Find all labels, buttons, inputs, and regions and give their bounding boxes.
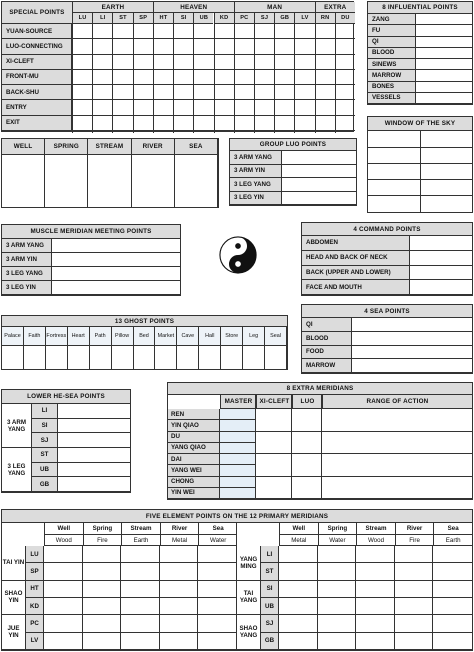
grid-line (410, 250, 472, 251)
command-row-label: ABDOMEN (302, 236, 410, 251)
ghost-point-label: Store (221, 327, 243, 346)
influential-row-label: QI (368, 37, 416, 48)
meridian-header: DU (335, 13, 355, 24)
meridian-label: SI (261, 581, 279, 598)
ghost-point-label: Heart (68, 327, 90, 346)
extra-row-label: YANG QIAO (168, 443, 220, 454)
ghost-point-label: Palace (2, 327, 24, 346)
grid-line (410, 265, 472, 266)
meridian-label: KD (26, 598, 44, 615)
meridian-group: TAI YIN (2, 546, 26, 581)
grid-line (352, 358, 472, 359)
lower-he-sea-table (1, 389, 131, 493)
grid-line (214, 24, 215, 133)
extra-row-label: YIN WEI (168, 488, 220, 499)
grid-line (315, 24, 316, 133)
meridian-group: TAI YANG (237, 581, 261, 616)
grid-line (58, 491, 130, 492)
element-header: Spring (83, 523, 122, 535)
grid-line (416, 92, 472, 93)
extra-row-label: YIN QIAO (168, 420, 220, 431)
ghost-point-label: Leg (243, 327, 265, 346)
extra-row-label: DAI (168, 454, 220, 465)
grid-line (52, 252, 180, 253)
grid-line (352, 372, 472, 373)
window-title: WINDOW OF THE SKY (368, 117, 472, 131)
row-label: ENTRY (2, 100, 72, 115)
command-row-label: HEAD AND BACK OF NECK (302, 251, 410, 266)
grid-line (294, 24, 295, 133)
grid-line (220, 431, 472, 432)
master-cell (220, 477, 256, 488)
influential-points-table (367, 1, 473, 105)
meridian-label: UB (261, 598, 279, 615)
grid-line (58, 418, 130, 419)
influential-row-label: VESSELS (368, 93, 416, 104)
group-header: MAN (234, 2, 315, 13)
element-name: Fire (83, 535, 122, 546)
ghost-points-table (1, 315, 288, 370)
extra-header: LUO (292, 395, 322, 409)
grid-line (291, 395, 292, 499)
muscle-row-label: 3 LEG YIN (2, 281, 52, 295)
element-name: Water (318, 535, 357, 546)
influential-row-label: FU (368, 25, 416, 36)
grid-line (52, 266, 180, 267)
group_luo-row-label: 3 LEG YANG (230, 178, 282, 192)
grid-line (220, 498, 472, 499)
grid-line (282, 177, 356, 178)
meridian-label: HT (26, 581, 44, 598)
grid-line (176, 346, 177, 369)
ghost-point-label: Seal (265, 327, 287, 346)
master-cell (220, 409, 256, 420)
grid-line (416, 58, 472, 59)
grid-line (174, 155, 175, 207)
meridian-header: SP (133, 13, 153, 24)
meridian-header: LU (72, 13, 92, 24)
influential-row-label: BONES (368, 82, 416, 93)
grid-line (410, 279, 472, 280)
grid-line (279, 597, 472, 598)
grid-line (193, 24, 194, 133)
grid-line (44, 649, 237, 650)
influential-row-label: SINEWS (368, 59, 416, 70)
meridian-label: LU (26, 546, 44, 563)
grid-line (254, 24, 255, 133)
meridian-label: SP (26, 563, 44, 580)
grid-line (416, 47, 472, 48)
element-header: Sea (433, 523, 472, 535)
ghost-point-label: Hall (199, 327, 221, 346)
command-title: 4 COMMAND POINTS (302, 223, 472, 236)
extra-row-label: CHONG (168, 477, 220, 488)
element-name: Wood (356, 535, 395, 546)
meridian-header: KD (214, 13, 234, 24)
sea_points-title: 4 SEA POINTS (302, 305, 472, 318)
grid-line (44, 632, 237, 633)
extra-row-label: REN (168, 409, 220, 420)
grid-line (279, 632, 472, 633)
influential-row-label: MARROW (368, 70, 416, 81)
element-header: River (395, 523, 434, 535)
group-header: EXTRA (315, 2, 355, 13)
meridian-header: SI (173, 13, 193, 24)
element-name: Earth (433, 535, 472, 546)
muscle-row-label: 3 LEG YANG (2, 267, 52, 281)
grid-line (416, 81, 472, 82)
ghost-point-label: Pillow (112, 327, 134, 346)
element-header: Sea (198, 523, 237, 535)
element-name: Wood (44, 535, 83, 546)
ghost-point-label: Faith (24, 327, 46, 346)
master-cell (220, 454, 256, 465)
grid-line (45, 346, 46, 369)
lower-he-row: LI (32, 404, 58, 419)
meridian-group: SHAO YIN (2, 581, 26, 616)
meridian-group: JUE YIN (2, 615, 26, 650)
extra-header: RANGE OF ACTION (322, 395, 472, 409)
ghost-point-label: Fortress (46, 327, 68, 346)
group_luo-title: GROUP LUO POINTS (230, 139, 356, 151)
element-header: Spring (318, 523, 357, 535)
grid-line (44, 580, 237, 581)
grid-line (133, 24, 134, 133)
sea_points-row-label: MARROW (302, 359, 352, 373)
lower-he-group: 3 ARM YANG (2, 404, 32, 448)
grid-line (111, 346, 112, 369)
sea-points-table (301, 304, 473, 374)
influential-row-label: ZANG (368, 14, 416, 25)
grid-line (131, 155, 132, 207)
grid-line (410, 294, 472, 295)
well-sea-header: WELL (2, 139, 45, 155)
extra-header: MASTER (220, 395, 256, 409)
meridian-header: UB (193, 13, 213, 24)
grid-line (279, 649, 472, 650)
grid-line (58, 462, 130, 463)
meridian-group: SHAO YANG (237, 615, 261, 650)
ghost-point-label: Path (90, 327, 112, 346)
grid-line (153, 24, 154, 133)
element-name: Fire (395, 535, 434, 546)
extra-meridians-table (167, 382, 473, 500)
grid-line (58, 432, 130, 433)
group_luo-row-label: 3 LEG YIN (230, 192, 282, 206)
meridian-label: LI (261, 546, 279, 563)
group-luo-table (229, 138, 357, 206)
meridian-label: ST (261, 563, 279, 580)
grid-line (89, 346, 90, 369)
lower-he-row: SI (32, 419, 58, 434)
meridian-header: HT (153, 13, 173, 24)
lower-he-row: ST (32, 448, 58, 463)
master-cell (220, 432, 256, 443)
grid-line (44, 614, 237, 615)
special-points-table (1, 1, 354, 132)
extra-row-label: YANG WEI (168, 465, 220, 476)
extra-header: XI-CLEFT (256, 395, 292, 409)
row-label: YUAN-SOURCE (2, 24, 72, 39)
grid-line (234, 24, 235, 133)
element-name: Metal (160, 535, 199, 546)
lower-he-title: LOWER HE-SEA POINTS (2, 390, 130, 404)
command-points-table (301, 222, 473, 296)
meridian-label: SJ (261, 615, 279, 632)
grid-line (321, 395, 322, 499)
row-label: EXIT (2, 116, 72, 131)
grid-line (67, 346, 68, 369)
grid-line (44, 562, 237, 563)
meridian-header: SJ (254, 13, 274, 24)
muscle-title: MUSCLE MERIDIAN MEETING POINTS (2, 225, 180, 239)
grid-line (255, 395, 256, 499)
grid-line (420, 131, 421, 212)
lower-he-row: GB (32, 477, 58, 492)
window-of-sky-table (367, 116, 473, 213)
grid-line (198, 346, 199, 369)
grid-line (352, 331, 472, 332)
meridian-header: LI (92, 13, 112, 24)
meridian-header: GB (274, 13, 294, 24)
ghost-point-label: Cave (177, 327, 199, 346)
meridian-header: PC (234, 13, 254, 24)
ghost-point-label: Bed (134, 327, 156, 346)
group_luo-row-label: 3 ARM YANG (230, 151, 282, 165)
grid-line (44, 597, 237, 598)
meridian-label: GB (261, 633, 279, 650)
grid-line (58, 476, 130, 477)
element-header: Well (44, 523, 83, 535)
yin-yang-icon (219, 236, 257, 274)
grid-line (154, 346, 155, 369)
sea_points-row-label: QI (302, 318, 352, 332)
well-sea-header: SPRING (45, 139, 88, 155)
extra-row-label: DU (168, 432, 220, 443)
grid-line (112, 24, 113, 133)
five-element-title: FIVE ELEMENT POINTS ON THE 12 PRIMARY MERIDIANS (2, 510, 472, 523)
grid-line (282, 191, 356, 192)
element-header: Stream (121, 523, 160, 535)
row-label: XI-CLEFT (2, 55, 72, 70)
grid-line (274, 24, 275, 133)
element-name: Metal (279, 535, 318, 546)
muscle-row-label: 3 ARM YANG (2, 239, 52, 253)
grid-line (133, 346, 134, 369)
well-sea-table (1, 138, 219, 208)
grid-line (282, 204, 356, 205)
grid-line (92, 24, 93, 133)
row-label: FRONT-MU (2, 70, 72, 85)
special-points-title: SPECIAL POINTS (2, 2, 72, 24)
grid-line (286, 346, 287, 369)
element-name: Earth (121, 535, 160, 546)
grid-line (52, 294, 180, 295)
row-label: BACK-SHU (2, 85, 72, 100)
influential-row-label: BLOOD (368, 48, 416, 59)
influential-title: 8 INFLUENTIAL POINTS (368, 2, 472, 14)
row-label: LUO-CONNECTING (2, 39, 72, 54)
group-header: HEAVEN (153, 2, 234, 13)
element-header: Well (279, 523, 318, 535)
grid-line (173, 24, 174, 133)
sea_points-row-label: FOOD (302, 346, 352, 360)
muscle-row-label: 3 ARM YIN (2, 253, 52, 267)
meridian-header: ST (112, 13, 132, 24)
command-row-label: BACK (UPPER AND LOWER) (302, 266, 410, 281)
group-header: EARTH (72, 2, 153, 13)
element-header: Stream (356, 523, 395, 535)
element-name: Water (198, 535, 237, 546)
grid-line (87, 155, 88, 207)
grid-line (279, 580, 472, 581)
grid-line (220, 476, 472, 477)
meridian-group: YANG MING (237, 546, 261, 581)
grid-line (72, 24, 73, 133)
grid-line (279, 614, 472, 615)
meridian-label: PC (26, 615, 44, 632)
sea_points-row-label: BLOOD (302, 332, 352, 346)
ghost-point-label: Market (155, 327, 177, 346)
grid-line (52, 280, 180, 281)
grid-line (236, 523, 237, 650)
extra-title: 8 EXTRA MERIDIANS (168, 383, 472, 395)
grid-line (58, 447, 130, 448)
grid-line (416, 24, 472, 25)
ghost-title: 13 GHOST POINTS (2, 316, 287, 327)
meridian-label: LV (26, 633, 44, 650)
well-sea-header: SEA (175, 139, 218, 155)
meridian-header: LV (294, 13, 314, 24)
grid-line (220, 453, 472, 454)
group_luo-row-label: 3 ARM YIN (230, 165, 282, 179)
grid-line (44, 155, 45, 207)
grid-line (416, 36, 472, 37)
element-header: River (160, 523, 199, 535)
grid-line (335, 24, 336, 133)
grid-line (23, 346, 24, 369)
grid-line (352, 345, 472, 346)
grid-line (416, 103, 472, 104)
grid-line (279, 562, 472, 563)
command-row-label: FACE AND MOUTH (302, 280, 410, 295)
lower-he-group: 3 LEG YANG (2, 448, 32, 492)
five-element-table (1, 509, 473, 651)
grid-line (220, 346, 221, 369)
grid-line (264, 346, 265, 369)
lower-he-row: SJ (32, 433, 58, 448)
well-sea-header: RIVER (132, 139, 175, 155)
grid-line (416, 69, 472, 70)
grid-line (242, 346, 243, 369)
lower-he-row: UB (32, 463, 58, 478)
grid-line (217, 155, 218, 207)
muscle-meridian-table (1, 224, 181, 296)
grid-line (282, 164, 356, 165)
well-sea-header: STREAM (88, 139, 131, 155)
meridian-header: RN (315, 13, 335, 24)
